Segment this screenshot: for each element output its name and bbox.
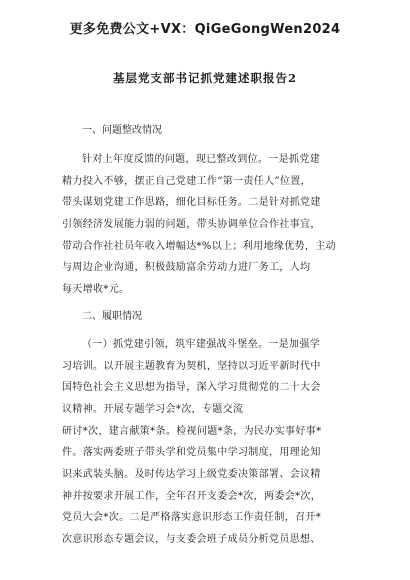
document-title: 基层党支部书记抓党建述职报告2 [113, 71, 297, 85]
text-line: 带动合作社社员年收入增幅达*%以上；利用地缘优势，主动 [62, 240, 336, 252]
text-line: （一）抓党建引领，筑牢建强战斗堡垒。一是加强学 [82, 338, 321, 350]
text-line: 与周边企业沟通，积极鼓励富余劳动力进厂务工，人均 [62, 262, 311, 274]
paragraph-problem-rectification [62, 149, 352, 301]
text-line: 次意识形态专题会议，与支委会班子成员分析党员思想、 [62, 534, 321, 545]
text-line: 议精神。开展专题学习会*次，专题交流 [62, 403, 244, 415]
text-line: 引领经济发展能力弱的问题，带头协调单位合作社事宜， [62, 219, 321, 231]
document-body [62, 121, 352, 551]
text-line: 带头谋划党建工作思路，细化目标任务。二是针对抓党建 [62, 197, 321, 209]
text-line: 件。落实两委班子带头学和党员集中学习制度，用理论知 [62, 447, 321, 459]
text-line: 识来武装头脑。及时传达学习上级党委决策部署、会议精 [62, 468, 321, 480]
text-line: 精力投入不够，摆正自己党建工作“第一责任人”位置， [62, 175, 311, 187]
watermark-header: 更多免费公文+VX：QiGeGongWen2024 [69, 22, 341, 37]
text-line: 每天增收*元。 [62, 284, 130, 296]
section-heading-2: 二、履职情况 [82, 310, 142, 322]
paragraph-duty-performance [62, 334, 352, 551]
text-line: 研讨*次，建言献策*条。检视问题*条，为民办实事好事* [62, 425, 322, 437]
text-line: 习培训。以开展主题教育为契机，坚持以习近平新时代中 [62, 360, 321, 372]
text-line: 针对上年度反馈的问题，现已整改到位。一是抓党建 [82, 154, 321, 165]
text-line: 党员大会*次。二是严格落实意识形态工作责任制，召开* [62, 512, 322, 524]
section-heading-1: 一、问题整改情况 [82, 125, 162, 136]
text-line: 神并按要求开展工作，全年召开支委会*次，两委会*次， [62, 490, 322, 502]
text-line: 国特色社会主义思想为指导，深入学习贯彻党的二十大会 [62, 382, 321, 394]
